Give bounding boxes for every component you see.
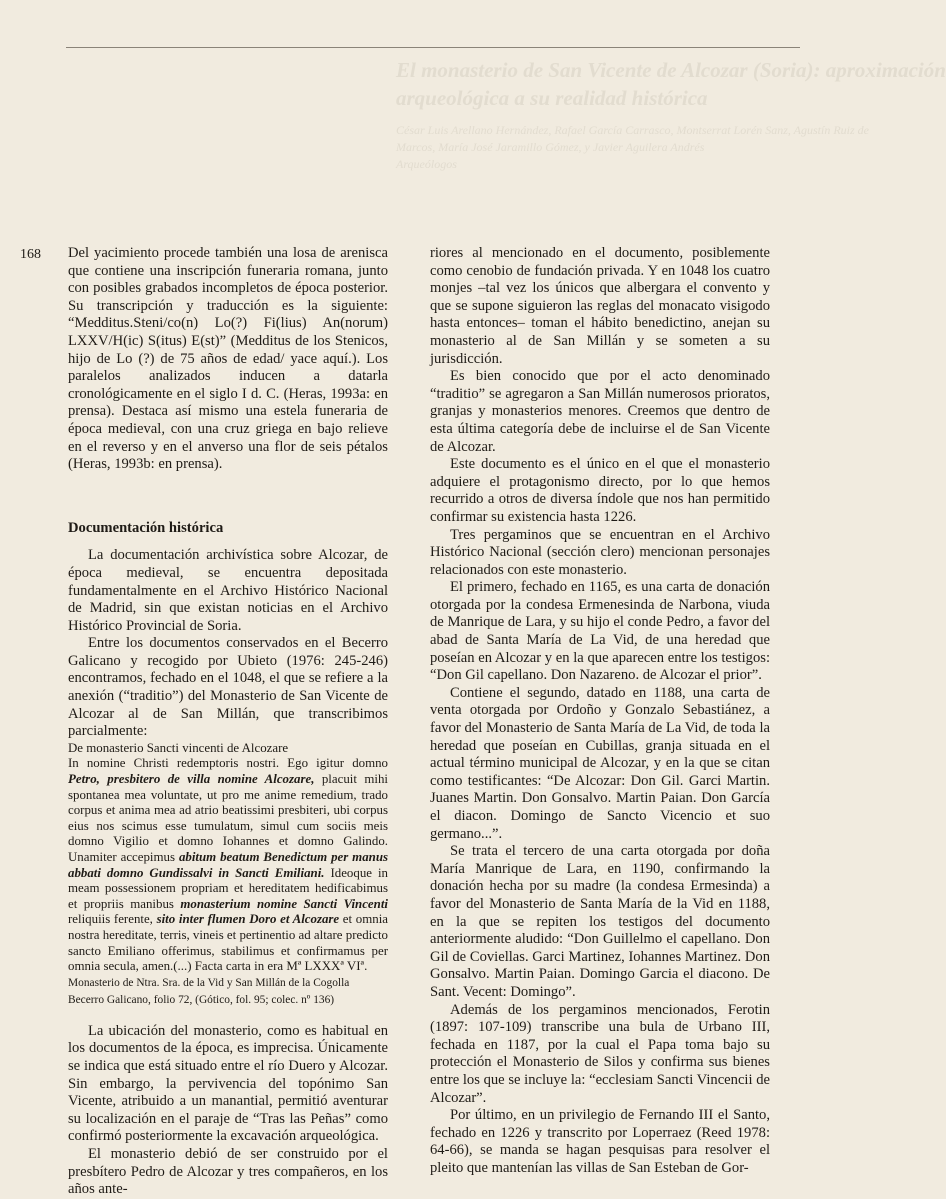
paragraph-documentation: La documentación archivística sobre Alcozar, de época medieval, se encuentra depositada fundamentalmente en el Archivo Histórico Nacional de Madrid, sin que existan noticias en el Archivo Histórico Provincial de Soria. xyxy=(68,547,388,634)
bleed-through-authors-line2: Marcos, María José Jaramillo Gómez, y Javier Aguilera Andrés xyxy=(396,140,705,154)
paragraph-ferotin: Además de los pergaminos mencionados, Ferotin (1897: 107-109) transcribe una bula de Urbano III, fechada en 1187, por la cual el Papa toma bajo su protección el Monasterio de Silos y confirma sus bienes entre los que se incluye la: “ecclesiam Sancti Vincencii de Alcozar”. xyxy=(430,1001,770,1106)
paragraph-privilege: Por último, en un privilegio de Fernando III el Santo, fechado en 1226 y transcrito por Loperraez (Reed 1978: 64-66), se manda se hagan pesquisas para resolver el pleito que mantenían las villas de San Esteban de Gor- xyxy=(430,1107,770,1176)
paragraph-protagonism: Este documento es el único en el que el monasterio adquiere el protagonismo directo, por lo que hemos recurrido a otros de diversa índole que nos han permitido confirmar su existencia hasta 1226. xyxy=(430,456,770,525)
quote-body: In nomine Christi redemptoris nostri. Ego igitur domno Petro, presbitero de villa nomine Alcozare, placuit mihi spontanea mea voluntate, ut pro me anime remedium, trado corpus et anima mea ad atrio beatissimi presbiteri, ubi corpus eius nos scimus esse tumulatum, simul cum sociis meis domno Vigilio et domno Iohannes et domno Galindo. Unamiter accepimus abitum beatum Benedictum per manus abbati domno Gundissalvi in Sancti Emiliani. Ideoque in meam possessionem propriam et hereditatem hedificabimus et propriis manibus monasterium nomine Sancti Vincenti reliquiis ferente, sito inter flumen Doro et Alcozare et omnia nostra hereditate, terris, vineis et pertinentio ad altare predicto sancto Emiliano offerimus, stabilimus et confirmamus per omnia secula, amen.(...) Facta carta in era Mª LXXXª VIª. xyxy=(68,756,389,974)
paragraph-continuation: riores al mencionado en el documento, posiblemente como cenobio de fundación privada. Y en 1048 los cuatro monjes –tal vez los únicos que albergara el convento y que se supone siguieron las reglas del monacato visigodo hasta entonces– toman el hábito benedictino, anejan su monasterio al de San Millán y se someten a su jurisdicción. xyxy=(430,245,770,367)
bleed-through-authors-line1: César Luis Arellano Hernández, Rafael García Carrasco, Montserrat Lorén Sanz, Agustín Ruiz de xyxy=(396,123,870,137)
paragraph-parchments: Tres pergaminos que se encuentran en el Archivo Histórico Nacional (sección clero) mencionan personajes relacionados con este monasterio. xyxy=(430,526,770,578)
section-heading: Documentación histórica xyxy=(68,519,224,536)
right-column xyxy=(430,245,770,1177)
header-rule xyxy=(66,47,800,48)
paragraph-becerro: Entre los documentos conservados en el Becerro Galicano y recogido por Ubieto (1976: 245-246) encontramos, fechado en el 1048, el que se refiere a la anexión (“traditio”) del Monasterio de San Vicente de Alcozar al de San Millán, que transcribimos parcialmente: xyxy=(68,635,388,740)
page-number: 168 xyxy=(20,247,41,262)
bleed-through-authors-line3: Arqueólogos xyxy=(396,157,457,171)
paragraph-construction: El monasterio debió de ser construido por el presbítero Pedro de Alcozar y tres compañeros, en los años ante- xyxy=(68,1145,388,1198)
bleed-through-title-line2: arqueológica a su realidad histórica xyxy=(396,86,708,110)
paragraph-location: La ubicación del monasterio, como es habitual en los documentos de la época, es imprecisa. Únicamente se indica que está situado entre el río Duero y Alcozar. Sin embargo, la pervivencia del topónimo San Vicente, atribuido a un manantial, permitió aventurar su localización en el paraje de “Tras las Peñas” como confirmó posteriormente la excavación arqueológica. xyxy=(68,1022,388,1145)
latin-quotation xyxy=(68,741,388,1009)
paragraph-third-parchment: Se trata el tercero de una carta otorgada por doña María Manrique de Lara, en 1190, confirmando la donación hecha por su madre (la condesa Ermesinda) a favor del Monasterio de Santa María de la Vid en 1188, en la que se repiten los testigos del documento anteriormente aludido: “Don Guillelmo el capellano. Don Gil de Coviellas. Garci Martinez, Iohannes Martinez. Don Gonsalvo. Martin Paian. Domingo Garcia el diacono. De Sant. Vecent: Domingo”. xyxy=(430,843,770,1000)
paragraph-traditio: Es bien conocido que por el acto denominado “traditio” se agregaron a San Millán numerosos prioratos, granjas y monasterios menores. Creemos que dentro de esta última categoría debe de incluirse el de San Vicente de Alcozar. xyxy=(430,368,770,455)
bleed-through-title-line1: El monasterio de San Vicente de Alcozar (Soria): aproximación xyxy=(396,58,946,82)
quote-source-line2: Becerro Galicano, folio 72, (Gótico, fol. 95; colec. nº 136) xyxy=(68,993,335,1006)
paragraph-first-parchment: El primero, fechado en 1165, es una carta de donación otorgada por la condesa Ermenesinda de Narbona, viuda de Manrique de Lara, y su hijo el conde Pedro, a favor del abad de Santa María de La Vid, de una heredad que poseían en Alcozar y en la que aparecen entre los testigos: “Don Gil capellano. Don Nazareno. de Alcozar el prior”. xyxy=(430,579,770,684)
paragraph-second-parchment: Contiene el segundo, datado en 1188, una carta de venta otorgada por Ordoño y Gonzalo Sebastiánez, a favor del Monasterio de Santa María de La Vid, de toda la heredad que poseían en Cubillas, granja situada en el actual término municipal de Alcozar, y en la que se citan como testificantes: “De Alcozar: Don Gil. Garci Martin. Juanes Martin. Don Gonsalvo. Martin Paian. Don García el diacon. Domingo de Sancto Vicencio et suo germano...”. xyxy=(430,684,770,842)
left-column xyxy=(68,245,388,1199)
quote-heading: De monasterio Sancti vincenti de Alcozare xyxy=(68,740,289,755)
paragraph-inscription: Del yacimiento procede también una losa de arenisca que contiene una inscripción funeraria romana, junto con posibles grabados incompletos de época posterior. Su transcripción y traducción es la siguiente: “Medditus.Steni/co(n) Lo(?) Fi(lius) An(norum) LXXV/H(ic) S(itus) E(st)” (Medditus de los Stenicos, hijo de Lo (?) de 75 años de edad/ yace aquí.). Los paralelos analizados inducen a datarla cronológicamente en el siglo I d. C. (Heras, 1993a: en prensa). Destaca así mismo una estela funeraria de época medieval, con una cruz griega en bajo relieve en el reverso y en el anverso una flor de seis pétalos (Heras, 1993b: en prensa). xyxy=(68,245,388,473)
quote-source-line1: Monasterio de Ntra. Sra. de la Vid y San Millán de la Cogolla xyxy=(68,976,350,989)
